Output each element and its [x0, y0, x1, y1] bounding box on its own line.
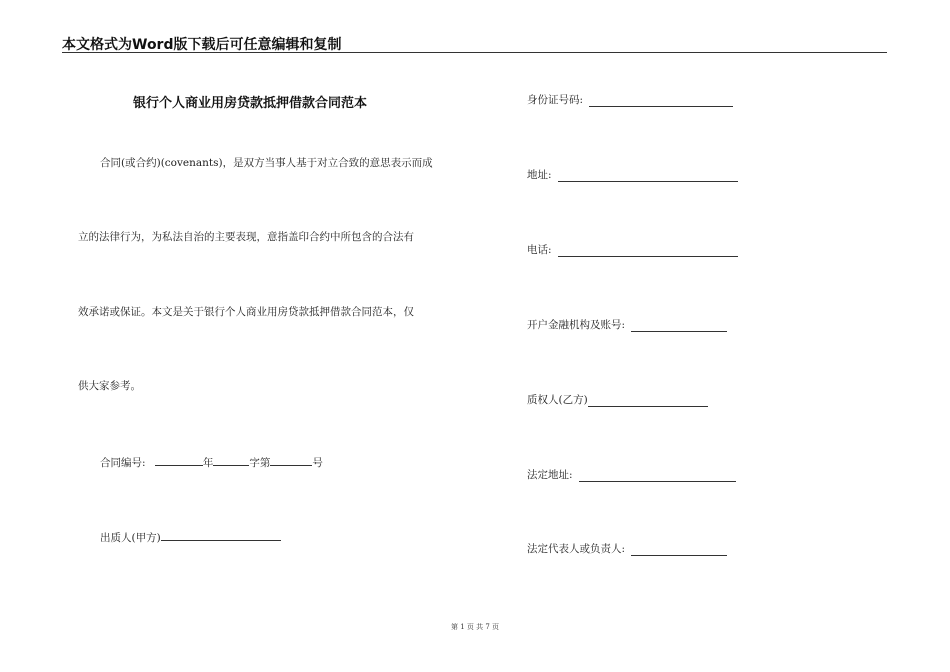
page-number: 第 1 页 共 7 页 [450, 623, 500, 631]
field-bank-account-label: 开户金融机构及账号: [527, 319, 626, 331]
field-phone-label: 电话: [527, 244, 552, 256]
field-address-label: 地址: [527, 169, 552, 181]
header-divider [62, 52, 887, 53]
field-bank-account [527, 317, 727, 332]
field-legal-address [527, 467, 736, 482]
contract-number-blank-3[interactable] [270, 454, 312, 466]
field-legal-address-label: 法定地址: [527, 469, 573, 481]
field-legal-representative-blank[interactable] [631, 543, 727, 556]
field-pledgee-label: 质权人(乙方) [527, 394, 588, 406]
field-pledgee-blank[interactable] [588, 394, 708, 407]
field-legal-representative-label: 法定代表人或负责人: [527, 543, 626, 555]
pledgor-label: 出质人(甲方) [100, 532, 161, 544]
field-id-number-label: 身份证号码: [527, 94, 584, 106]
intro-line-2: 立的法律行为，为私法自治的主要表现，意指盖印合约中所包含的合法有 [78, 231, 414, 243]
contract-number-year: 年 [202, 457, 214, 469]
field-bank-account-blank[interactable] [631, 319, 727, 332]
field-legal-address-blank[interactable] [579, 469, 736, 482]
field-phone-blank[interactable] [558, 244, 738, 257]
field-legal-representative [527, 541, 727, 556]
contract-number-zi-di: 字第 [249, 457, 271, 469]
contract-number-row [100, 454, 323, 470]
field-id-number [527, 92, 733, 107]
field-address-blank[interactable] [558, 169, 738, 182]
intro-line-1: 合同(或合约)(covenants)，是双方当事人基于对立合致的意思表示而成 [100, 157, 433, 169]
document-title: 银行个人商业用房贷款抵押借款合同范本 [133, 96, 368, 111]
pledgor-row [100, 529, 281, 545]
contract-number-blank-2[interactable] [213, 454, 249, 466]
intro-line-4: 供大家参考。 [78, 380, 141, 392]
field-phone [527, 242, 738, 257]
contract-number-label: 合同编号: [100, 457, 146, 469]
contract-number-hao: 号 [312, 457, 323, 469]
page-header: 本文格式为Word版下载后可任意编辑和复制 [62, 37, 342, 53]
field-pledgee [527, 392, 708, 407]
field-id-number-blank[interactable] [589, 94, 733, 107]
intro-line-3: 效承诺或保证。本文是关于银行个人商业用房贷款抵押借款合同范本，仅 [78, 306, 414, 318]
pledgor-blank[interactable] [161, 529, 281, 541]
contract-number-blank-1[interactable] [155, 454, 203, 466]
field-address [527, 167, 738, 182]
